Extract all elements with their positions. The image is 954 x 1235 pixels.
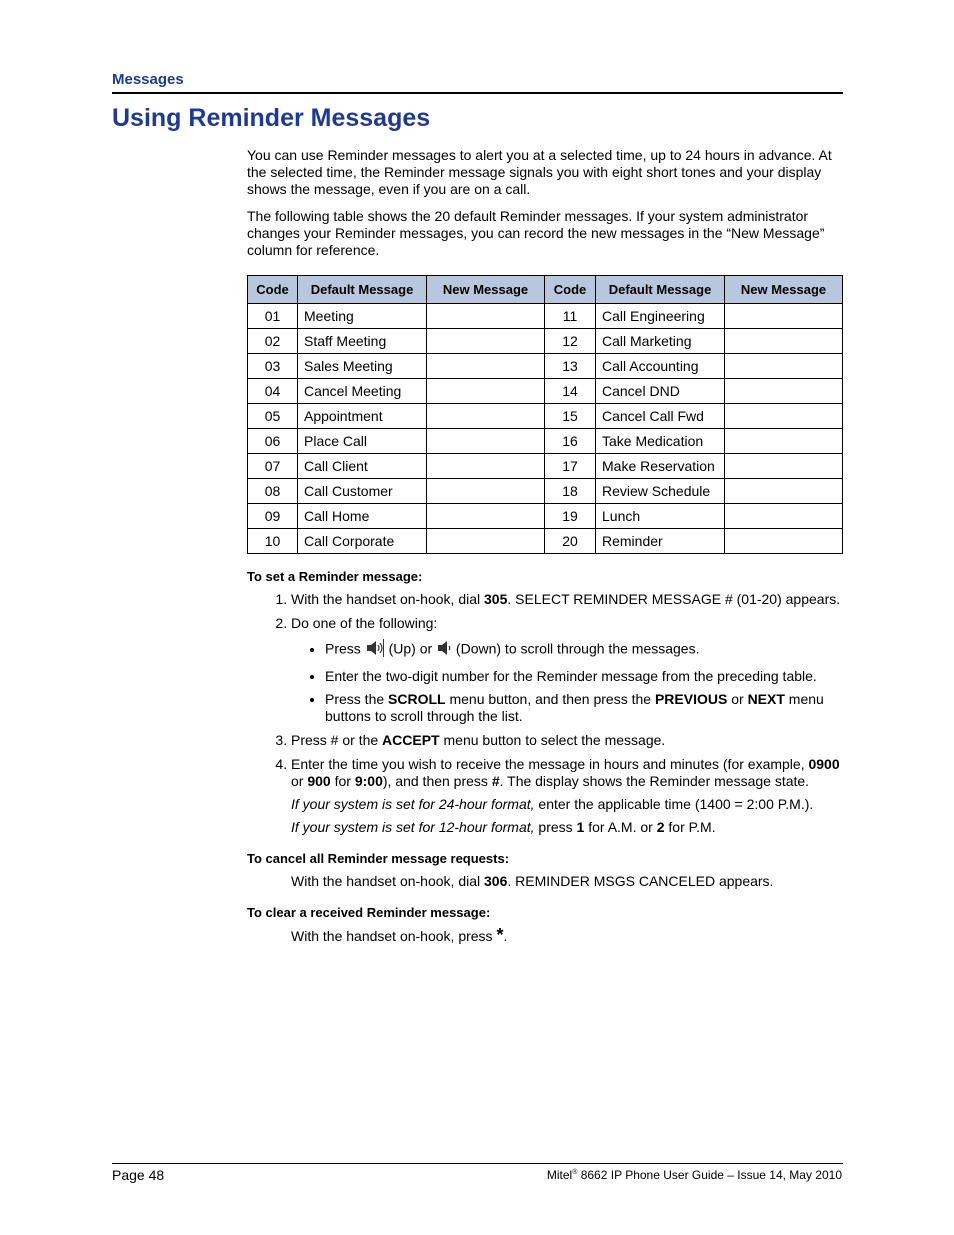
step-text: Do one of the following: [291,615,438,631]
main-content [247,147,843,945]
new-message-cell [427,354,545,379]
new-message-cell [427,304,545,329]
code-cell: 20 [545,529,596,554]
new-message-cell [427,429,545,454]
code-cell: 13 [545,354,596,379]
volume-down-key-icon [436,638,452,662]
step-text: or [291,773,308,789]
code-cell: 19 [545,504,596,529]
step-text: With the handset on-hook, press [291,928,497,944]
key-name: 1 [576,819,585,835]
table-row [248,379,843,404]
code-cell: 16 [545,429,596,454]
option-enter-number: • Enter the two-digit number for the Reminder message from the preceding table. [325,668,843,685]
step-text: menu button, and then press the [445,691,655,707]
default-message-cell: Meeting [298,304,427,329]
new-message-cell [725,479,843,504]
code-cell: 12 [545,329,596,354]
dial-code: 305 [484,591,508,607]
table-row [248,304,843,329]
code-cell: 02 [248,329,298,354]
step-text: Press [325,640,365,657]
section-label: Messages [112,71,184,88]
default-message-cell: Call Marketing [596,329,725,354]
brand-name: Mitel [546,1168,573,1182]
default-message-cell: Take Medication [596,429,725,454]
new-message-cell [725,429,843,454]
default-message-cell: Sales Meeting [298,354,427,379]
cancel-instruction [291,873,843,890]
col-code: Code [545,276,596,304]
note-text: press [534,819,577,835]
table-row [248,354,843,379]
registered-mark: ® [572,1169,578,1176]
default-message-cell: Review Schedule [596,479,725,504]
document-title [547,1168,842,1182]
clear-instruction [291,927,843,945]
example-value: 900 [307,773,331,789]
key-name: SCROLL [388,691,446,707]
step-4 [291,756,843,836]
footer-rule [112,1163,843,1164]
step-text: With the handset on-hook, dial [291,591,485,607]
default-message-cell: Make Reservation [596,454,725,479]
code-cell: 07 [248,454,298,479]
default-message-cell: Lunch [596,504,725,529]
col-default-message: Default Message [298,276,427,304]
code-cell: 15 [545,404,596,429]
table-body [248,304,843,554]
key-name: # [491,773,500,789]
option-scroll-menu [325,691,843,725]
cancel-procedure-heading: To cancel all Reminder message requests: [247,851,510,866]
step-2 [291,615,843,725]
code-cell: 03 [248,354,298,379]
intro-paragraph-1: You can use Reminder messages to alert you at a selected time, up to 24 hours in advance. At the selected time, the Reminder message signals you with eight short tones and your display shows the message, even if you are on a call. [247,147,832,197]
table-row [248,429,843,454]
note-24-hour [291,796,843,813]
step-text: Press # or the [291,732,383,748]
code-cell: 10 [248,529,298,554]
new-message-cell [725,454,843,479]
new-message-cell [427,379,545,404]
step-text: or [727,691,748,707]
code-cell: 08 [248,479,298,504]
new-message-cell [725,329,843,354]
step-text: (Up) or [384,640,437,657]
note-text: enter the applicable time (1400 = 2:00 P.M.). [534,796,814,812]
step-text: for [330,773,355,789]
code-cell: 05 [248,404,298,429]
document-name: 8662 IP Phone User Guide – Issue 14, May 2010 [577,1168,842,1182]
new-message-cell [427,504,545,529]
step-text: With the handset on-hook, dial [291,873,485,889]
clear-procedure-heading: To clear a received Reminder message: [247,905,491,920]
col-default-message: Default Message [596,276,725,304]
table-row [248,504,843,529]
new-message-cell [427,529,545,554]
header-rule [112,92,843,94]
default-message-cell: Appointment [298,404,427,429]
table-row [248,404,843,429]
table-header-row [248,276,843,304]
code-cell: 17 [545,454,596,479]
reminder-table [247,275,843,554]
table-row [248,529,843,554]
default-message-cell: Call Engineering [596,304,725,329]
key-name: 2 [656,819,665,835]
table-row [248,454,843,479]
volume-up-key-icon [365,638,385,662]
key-name: NEXT [747,691,785,707]
note-condition: If your system is set for 12-hour format, [291,819,535,835]
intro-paragraph-2: The following table shows the 20 default Reminder messages. If your system administrator changes your Reminder messages, you can record the new messages in the “New Message” column for reference. [247,208,825,258]
default-message-cell: Staff Meeting [298,329,427,354]
default-message-cell: Cancel Call Fwd [596,404,725,429]
col-new-message: New Message [725,276,843,304]
default-message-cell: Call Corporate [298,529,427,554]
code-cell: 11 [545,304,596,329]
dial-code: 306 [484,873,508,889]
example-value: 9:00 [354,773,383,789]
step-text: . The display shows the Reminder message state. [499,773,810,789]
options-list [291,638,843,725]
new-message-cell [427,404,545,429]
default-message-cell: Call Accounting [596,354,725,379]
code-cell: 06 [248,429,298,454]
page-number: Page 48 [112,1167,165,1183]
new-message-cell [725,304,843,329]
step-text: Press the [325,691,389,707]
default-message-cell: Call Home [298,504,427,529]
step-text: (Down) to scroll through the messages. [452,640,700,657]
step-text: . REMINDER MSGS CANCELED appears. [507,873,774,889]
col-code: Code [248,276,298,304]
new-message-cell [725,529,843,554]
key-name: PREVIOUS [654,691,728,707]
code-cell: 18 [545,479,596,504]
new-message-cell [725,354,843,379]
new-message-cell [725,504,843,529]
star-key: * [496,925,504,945]
step-text: menu button to select the message. [439,732,666,748]
new-message-cell [427,454,545,479]
step-text: Enter the time you wish to receive the message in hours and minutes (for example, [291,756,809,772]
default-message-cell: Place Call [298,429,427,454]
example-value: 0900 [808,756,840,772]
step-text: ), and then press [382,773,492,789]
default-message-cell: Call Client [298,454,427,479]
table-row [248,479,843,504]
set-steps-list [247,591,843,836]
step-text: . [503,928,508,944]
table-row [248,329,843,354]
key-name: ACCEPT [382,732,440,748]
step-1 [291,591,843,608]
step-3 [291,732,843,749]
step-text: menu buttons to scroll through the list. [325,691,824,724]
default-message-cell: Reminder [596,529,725,554]
step-text: . SELECT REMINDER MESSAGE # (01-20) appears. [507,591,841,607]
col-new-message: New Message [427,276,545,304]
note-text: for P.M. [664,819,716,835]
code-cell: 04 [248,379,298,404]
default-message-cell: Call Customer [298,479,427,504]
option-scroll-keys [325,638,843,662]
note-text: for A.M. or [584,819,657,835]
page-title: Using Reminder Messages [112,104,431,132]
new-message-cell [725,404,843,429]
code-cell: 01 [248,304,298,329]
default-message-cell: Cancel Meeting [298,379,427,404]
note-12-hour [291,819,843,836]
code-cell: 14 [545,379,596,404]
new-message-cell [725,379,843,404]
note-condition: If your system is set for 24-hour format, [291,796,535,812]
new-message-cell [427,329,545,354]
default-message-cell: Cancel DND [596,379,725,404]
new-message-cell [427,479,545,504]
code-cell: 09 [248,504,298,529]
set-procedure-heading: To set a Reminder message: [247,569,423,584]
